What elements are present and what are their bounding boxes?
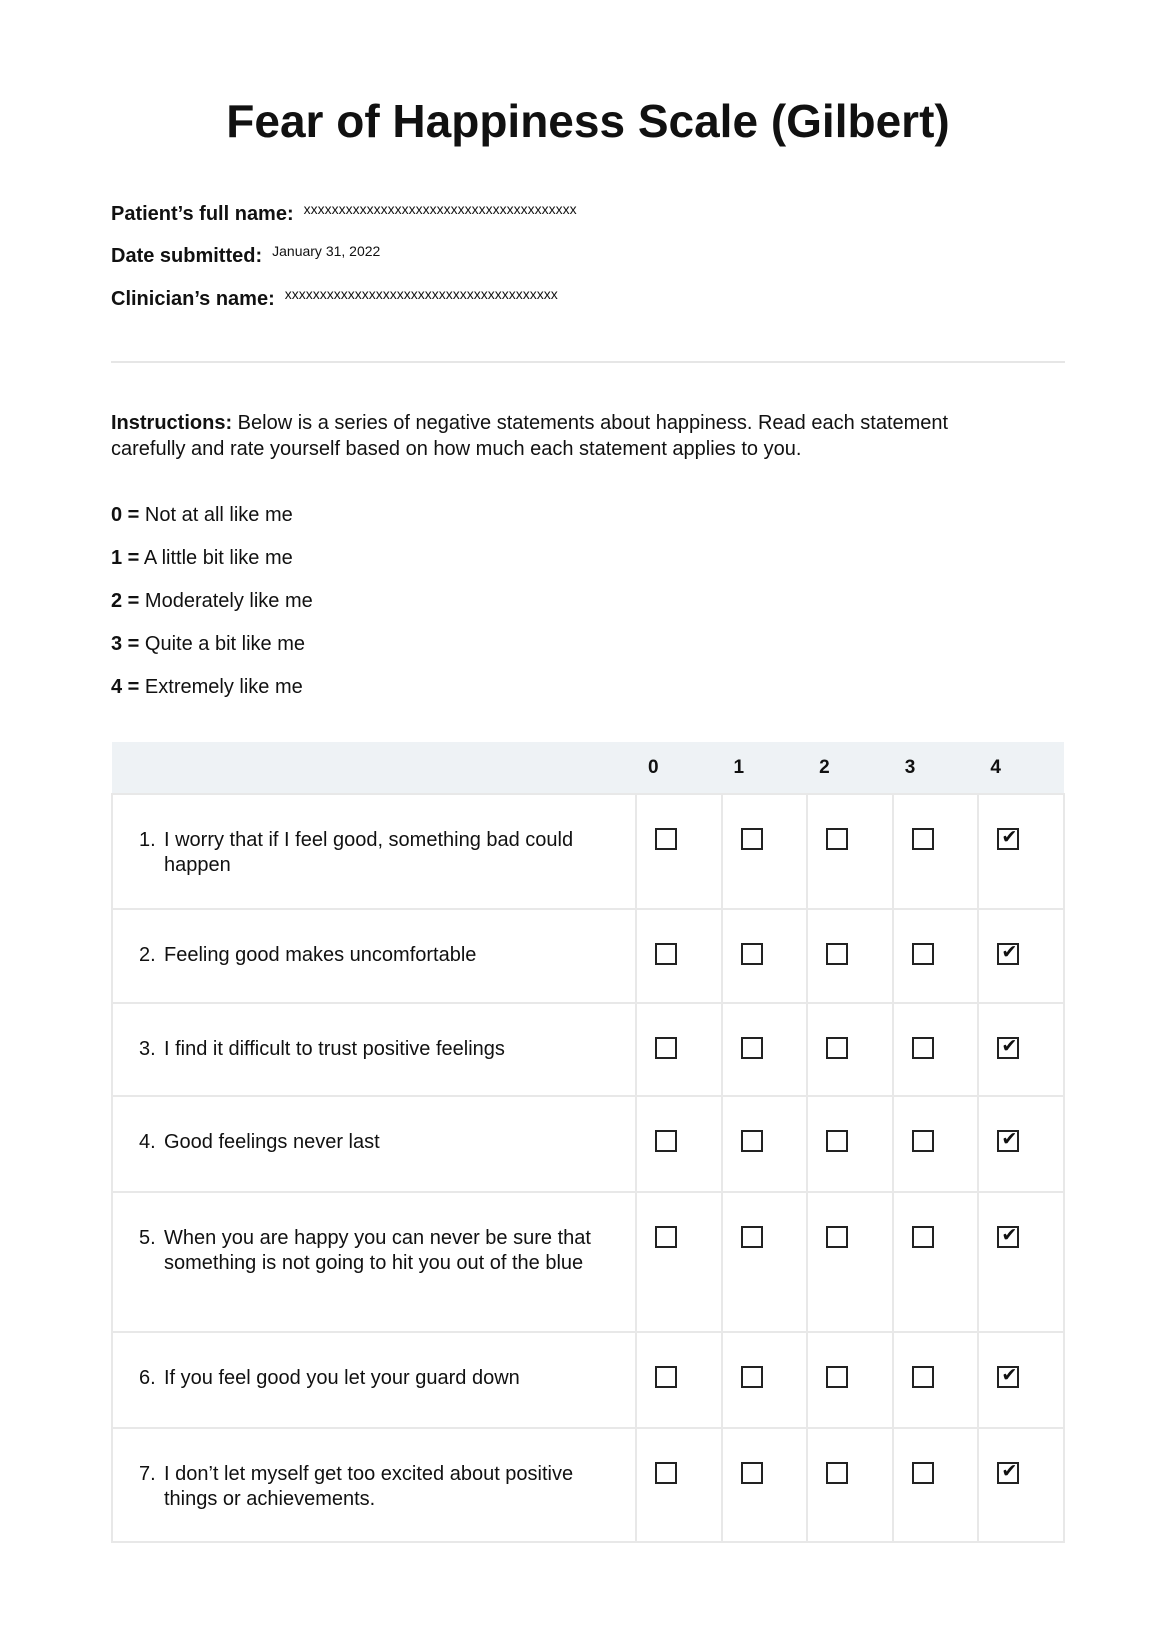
legend-text: A little bit like me bbox=[139, 547, 293, 569]
table-body bbox=[112, 794, 1064, 1542]
page-title: Fear of Happiness Scale (Gilbert) bbox=[226, 95, 950, 147]
legend-item bbox=[111, 675, 313, 718]
rating-cell bbox=[807, 1428, 893, 1542]
legend-item bbox=[111, 589, 313, 632]
date-submitted-field bbox=[111, 245, 380, 268]
rating-checkbox[interactable] bbox=[655, 1037, 677, 1059]
rating-cell bbox=[893, 1332, 979, 1428]
question-text: I don’t let myself get too excited about positive things or achievements. bbox=[164, 1463, 574, 1510]
rating-checkbox-checked[interactable] bbox=[997, 943, 1019, 965]
rating-cell bbox=[722, 1096, 808, 1192]
rating-cell bbox=[636, 794, 722, 909]
rating-checkbox[interactable] bbox=[912, 1130, 934, 1152]
rating-checkbox[interactable] bbox=[655, 1130, 677, 1152]
rating-cell bbox=[636, 1003, 722, 1096]
column-header-3: 3 bbox=[893, 742, 979, 794]
rating-cell bbox=[893, 909, 979, 1003]
rating-checkbox[interactable] bbox=[741, 828, 763, 850]
rating-cell bbox=[978, 1096, 1064, 1192]
rating-cell bbox=[636, 1332, 722, 1428]
rating-legend bbox=[111, 503, 313, 718]
patient-name-field bbox=[111, 203, 577, 226]
question-number: 2. bbox=[139, 944, 156, 966]
rating-cell bbox=[978, 1192, 1064, 1332]
section-divider bbox=[111, 361, 1065, 363]
rating-checkbox[interactable] bbox=[912, 828, 934, 850]
question-text-wrap bbox=[139, 1366, 615, 1391]
rating-checkbox[interactable] bbox=[826, 943, 848, 965]
legend-key: 3 = bbox=[111, 633, 140, 655]
rating-checkbox[interactable] bbox=[912, 1226, 934, 1248]
rating-checkbox[interactable] bbox=[912, 1462, 934, 1484]
rating-checkbox[interactable] bbox=[826, 1366, 848, 1388]
rating-cell bbox=[636, 909, 722, 1003]
table-row bbox=[112, 909, 1064, 1003]
rating-cell bbox=[893, 1192, 979, 1332]
legend-text: Extremely like me bbox=[139, 676, 303, 698]
rating-checkbox[interactable] bbox=[826, 1226, 848, 1248]
rating-checkbox[interactable] bbox=[655, 1366, 677, 1388]
rating-checkbox-checked[interactable] bbox=[997, 1366, 1019, 1388]
legend-item bbox=[111, 632, 313, 675]
rating-table bbox=[111, 742, 1065, 1543]
rating-checkbox[interactable] bbox=[826, 1037, 848, 1059]
question-text-wrap bbox=[139, 828, 615, 878]
rating-checkbox[interactable] bbox=[912, 1037, 934, 1059]
rating-checkbox[interactable] bbox=[741, 1226, 763, 1248]
rating-cell bbox=[978, 1003, 1064, 1096]
rating-cell bbox=[722, 909, 808, 1003]
rating-checkbox[interactable] bbox=[741, 943, 763, 965]
question-text: Feeling good makes uncomfortable bbox=[164, 944, 477, 966]
table-row bbox=[112, 1003, 1064, 1096]
legend-key: 0 = bbox=[111, 504, 140, 526]
rating-cell bbox=[978, 1332, 1064, 1428]
column-header-0: 0 bbox=[636, 742, 722, 794]
question-text-wrap bbox=[139, 1226, 615, 1276]
question-text: I find it difficult to trust positive feelings bbox=[164, 1038, 505, 1060]
rating-cell bbox=[636, 1428, 722, 1542]
rating-cell bbox=[636, 1096, 722, 1192]
instructions bbox=[111, 410, 1011, 462]
question-text-wrap bbox=[139, 1037, 615, 1062]
rating-checkbox[interactable] bbox=[741, 1462, 763, 1484]
instructions-label: Instructions: bbox=[111, 412, 233, 434]
rating-cell bbox=[978, 909, 1064, 1003]
rating-checkbox-checked[interactable] bbox=[997, 1037, 1019, 1059]
question-cell bbox=[112, 1332, 636, 1428]
column-header-4: 4 bbox=[978, 742, 1064, 794]
patient-name-label: Patient’s full name: bbox=[111, 203, 294, 225]
question-number: 5. bbox=[139, 1227, 156, 1249]
legend-item bbox=[111, 503, 313, 546]
rating-cell bbox=[807, 1003, 893, 1096]
rating-cell bbox=[722, 1428, 808, 1542]
rating-cell bbox=[807, 1332, 893, 1428]
question-text: I worry that if I feel good, something bad could happen bbox=[164, 829, 574, 876]
legend-key: 4 = bbox=[111, 676, 140, 698]
rating-cell bbox=[722, 1332, 808, 1428]
clinician-name-field bbox=[111, 288, 558, 311]
date-submitted-label: Date submitted: bbox=[111, 245, 263, 267]
legend-text: Moderately like me bbox=[139, 590, 313, 612]
clinician-name-value[interactable]: xxxxxxxxxxxxxxxxxxxxxxxxxxxxxxxxxxxxxxx bbox=[284, 286, 558, 302]
rating-cell bbox=[722, 1003, 808, 1096]
legend-item bbox=[111, 546, 313, 589]
table-row bbox=[112, 1096, 1064, 1192]
rating-cell bbox=[893, 1003, 979, 1096]
question-cell bbox=[112, 794, 636, 909]
rating-checkbox[interactable] bbox=[655, 828, 677, 850]
question-cell bbox=[112, 1428, 636, 1542]
question-text-wrap bbox=[139, 1130, 615, 1155]
rating-checkbox-checked[interactable] bbox=[997, 1226, 1019, 1248]
clinician-name-label: Clinician’s name: bbox=[111, 288, 275, 310]
instructions-text: Below is a series of negative statements about happiness. Read each statement carefully and rate yourself based on how much each statement applies to you. bbox=[111, 412, 949, 460]
question-text: If you feel good you let your guard down bbox=[164, 1367, 520, 1389]
rating-cell bbox=[807, 794, 893, 909]
rating-checkbox[interactable] bbox=[741, 1037, 763, 1059]
rating-cell bbox=[893, 1096, 979, 1192]
question-number: 4. bbox=[139, 1131, 156, 1153]
question-text: Good feelings never last bbox=[164, 1131, 380, 1153]
legend-text: Not at all like me bbox=[139, 504, 293, 526]
rating-checkbox-checked[interactable] bbox=[997, 828, 1019, 850]
patient-name-value[interactable]: xxxxxxxxxxxxxxxxxxxxxxxxxxxxxxxxxxxxxxx bbox=[303, 201, 577, 217]
rating-cell bbox=[893, 1428, 979, 1542]
table-row bbox=[112, 794, 1064, 909]
table-header-row bbox=[112, 742, 1064, 794]
rating-cell bbox=[978, 794, 1064, 909]
rating-checkbox[interactable] bbox=[655, 1226, 677, 1248]
rating-cell bbox=[978, 1428, 1064, 1542]
table-row bbox=[112, 1428, 1064, 1542]
rating-checkbox[interactable] bbox=[826, 828, 848, 850]
question-cell bbox=[112, 1192, 636, 1332]
rating-checkbox[interactable] bbox=[655, 1462, 677, 1484]
table-row bbox=[112, 1332, 1064, 1428]
question-number: 7. bbox=[139, 1463, 156, 1485]
rating-checkbox[interactable] bbox=[912, 1366, 934, 1388]
rating-cell bbox=[807, 1096, 893, 1192]
column-header-2: 2 bbox=[807, 742, 893, 794]
rating-cell bbox=[636, 1192, 722, 1332]
rating-cell bbox=[807, 1192, 893, 1332]
rating-cell bbox=[893, 794, 979, 909]
date-submitted-value[interactable]: January 31, 2022 bbox=[272, 243, 381, 259]
question-text-wrap bbox=[139, 943, 615, 968]
legend-key: 1 = bbox=[111, 547, 140, 569]
question-text-wrap bbox=[139, 1462, 615, 1512]
rating-cell bbox=[722, 1192, 808, 1332]
question-cell bbox=[112, 909, 636, 1003]
rating-checkbox[interactable] bbox=[655, 943, 677, 965]
legend-key: 2 = bbox=[111, 590, 140, 612]
rating-checkbox[interactable] bbox=[826, 1462, 848, 1484]
question-number: 1. bbox=[139, 829, 156, 851]
table-row bbox=[112, 1192, 1064, 1332]
question-number: 3. bbox=[139, 1038, 156, 1060]
rating-checkbox[interactable] bbox=[741, 1130, 763, 1152]
question-column-header bbox=[112, 742, 636, 794]
rating-checkbox[interactable] bbox=[826, 1130, 848, 1152]
rating-checkbox[interactable] bbox=[741, 1366, 763, 1388]
rating-cell bbox=[722, 794, 808, 909]
question-cell bbox=[112, 1096, 636, 1192]
rating-cell bbox=[807, 909, 893, 1003]
rating-checkbox-checked[interactable] bbox=[997, 1462, 1019, 1484]
rating-checkbox[interactable] bbox=[912, 943, 934, 965]
question-text: When you are happy you can never be sure that something is not going to hit you out of the blue bbox=[164, 1227, 591, 1274]
legend-text: Quite a bit like me bbox=[139, 633, 305, 655]
rating-checkbox-checked[interactable] bbox=[997, 1130, 1019, 1152]
column-header-1: 1 bbox=[722, 742, 808, 794]
question-number: 6. bbox=[139, 1367, 156, 1389]
question-cell bbox=[112, 1003, 636, 1096]
